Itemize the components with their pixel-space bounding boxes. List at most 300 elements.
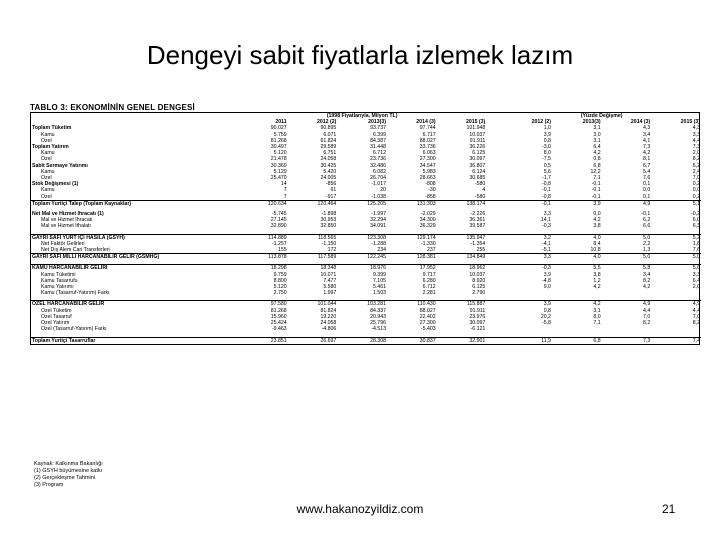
percent-cell: 3,4 [643, 131, 651, 138]
note-line: (3) Program [34, 482, 64, 488]
percent-cell: 0,1 [643, 181, 651, 188]
value-cell: 23.976 [469, 313, 486, 320]
percent-cell: 5,4 [643, 168, 651, 175]
percent-cell: 7,3 [692, 144, 700, 151]
percent-cell: 3,9 [502, 301, 552, 308]
value-cell: 118.565 [288, 234, 338, 241]
value-cell: 6.082 [372, 168, 386, 175]
value-cell: 30.425 [320, 162, 337, 169]
percent-cell: 8,2 [643, 320, 651, 327]
percent-cell: 4,9 [651, 301, 701, 308]
percent-cell: 6,3 [692, 223, 700, 230]
value-cell: 97.744 [419, 125, 436, 132]
economic-balance-table [30, 103, 700, 345]
table-frame [30, 112, 700, 345]
table-row [31, 247, 701, 254]
value-cell: -856 [325, 181, 337, 188]
table-row [31, 194, 701, 201]
value-cell: 103.281 [337, 301, 387, 308]
value-cell: 6.124 [472, 168, 486, 175]
value-cell: 10.037 [469, 271, 486, 278]
value-cell: 30.497 [270, 144, 287, 151]
percent-cell: -0,3 [502, 265, 552, 272]
footer-url: www.hakanozyildiz.com [296, 502, 424, 516]
value-cell: 20 [380, 187, 386, 194]
value-cell: 93.737 [370, 125, 386, 132]
value-cell: -9.463 [271, 326, 287, 333]
value-cell: 24.058 [320, 156, 337, 163]
value-cell: 172 [327, 247, 337, 254]
percent-cell: 3,3 [502, 254, 552, 261]
value-cell: 5.461 [372, 284, 386, 291]
percent-cell: 0,8 [543, 307, 551, 314]
percent-cell: 0,2 [692, 193, 700, 200]
value-cell: 61 [330, 187, 337, 194]
value-cell: 7.477 [323, 277, 337, 284]
percent-cell: -0,1 [591, 187, 601, 194]
value-cell: 4 [482, 187, 486, 194]
percent-cell: 4,3 [692, 125, 700, 132]
value-cell: 6.280 [422, 277, 436, 284]
value-cell: 5.759 [273, 131, 287, 138]
percent-cell: 6,2 [692, 162, 700, 169]
row-label: Kamu [41, 150, 55, 157]
table-row [31, 337, 701, 344]
value-cell: 39.587 [469, 223, 486, 230]
percent-cell: 4,2 [593, 150, 601, 157]
value-cell: 32.486 [370, 162, 386, 169]
year-header-right: 2012 (2) [531, 119, 551, 126]
value-cell: -4.513 [371, 326, 386, 333]
value-cell: 113.878 [238, 254, 288, 261]
row-label: Özel Tüketim [41, 307, 72, 314]
percent-cell: 4,4 [643, 307, 651, 314]
row-label: Toplam Yurtiçi Tasarruflar [31, 337, 238, 344]
value-cell: 5.120 [273, 284, 287, 291]
percent-cell: -0,8 [541, 181, 551, 188]
percent-cell: 2,2 [643, 240, 651, 247]
value-cell: 128.381 [387, 254, 437, 261]
value-cell: 5.129 [273, 168, 287, 175]
value-cell: 101.948 [466, 125, 486, 132]
percent-cell: 8,0 [543, 150, 551, 157]
value-cell: -808 [425, 181, 436, 188]
percent-cell: 9,0 [543, 284, 551, 291]
row-label: Mal ve Hizmet İthalatı [41, 223, 91, 230]
row-label: Özel [41, 137, 52, 144]
percent-cell: 3,4 [643, 271, 651, 278]
percent-cell: 11,9 [502, 337, 552, 344]
percent-cell: -0,1 [502, 200, 552, 207]
value-cell: 23.736 [370, 156, 386, 163]
percent-cell: 5,0 [651, 254, 701, 261]
percent-cell: 5,0 [602, 254, 652, 261]
value-cell: 9.399 [372, 271, 386, 278]
percent-cell: 7,1 [593, 175, 601, 182]
value-cell: -1.038 [371, 193, 386, 200]
table-row [31, 265, 701, 272]
value-cell: -4.806 [321, 326, 337, 333]
value-cell: 30.369 [270, 162, 287, 169]
percent-cell: 0,0 [593, 211, 601, 218]
value-cell: 30.097 [469, 156, 486, 163]
percent-cell: 5,2 [651, 234, 701, 241]
value-cell: 6.125 [472, 150, 486, 157]
percent-cell: 5,6 [651, 265, 701, 272]
percent-cell: 3,3 [543, 211, 551, 218]
percent-cell: -4,1 [541, 240, 551, 247]
value-cell: 138.174 [437, 200, 487, 207]
row-label: Toplam Tüketim [32, 125, 72, 132]
slide-title: Dengeyi sabit fiyatlarla izlemek lazım [146, 40, 574, 70]
percent-cell: 4,3 [643, 125, 651, 132]
percent-cell: 8,4 [593, 240, 601, 247]
value-cell: 25.424 [270, 320, 287, 327]
table-row [31, 301, 701, 308]
value-cell: 26.704 [370, 175, 386, 182]
percent-cell: 5,1 [651, 200, 701, 207]
value-cell: 10.071 [320, 271, 337, 278]
value-cell: 255 [476, 247, 486, 254]
percent-cell: 0,8 [593, 156, 601, 163]
value-cell: 5.120 [273, 150, 287, 157]
value-cell: 134.849 [437, 254, 487, 261]
value-cell: -858 [425, 193, 436, 200]
percent-cell: 3,0 [593, 131, 601, 138]
value-cell: 34.300 [419, 217, 436, 224]
year-header-right: 2015 (3) [680, 119, 700, 126]
value-cell: 20.943 [370, 313, 386, 320]
value-cell: 18.298 [238, 265, 288, 272]
percent-cell: -1,7 [541, 175, 551, 182]
page-number: 21 [662, 502, 676, 516]
value-cell: 1.503 [372, 290, 386, 297]
value-cell: 5.983 [422, 168, 436, 175]
percent-cell: 8,1 [643, 156, 651, 163]
value-cell: 120.634 [238, 200, 288, 207]
value-cell: 6.125 [472, 284, 486, 291]
value-cell: -1.150 [321, 240, 337, 247]
percent-cell: 5,6 [543, 168, 551, 175]
value-cell: 7 [283, 187, 287, 194]
percent-cell: 0,5 [543, 162, 551, 169]
percent-cell: 6,8 [593, 162, 601, 169]
percent-cell: -0,1 [591, 193, 601, 200]
value-cell: 34.091 [370, 223, 386, 230]
percent-cell: 7,6 [692, 247, 700, 254]
percent-cell: -5,1 [541, 247, 551, 254]
percent-cell: 7,6 [643, 175, 651, 182]
percent-cell: 7,3 [602, 337, 652, 344]
value-cell: -580 [474, 181, 486, 188]
percent-cell: 4,2 [643, 150, 651, 157]
percent-cell: -0,3 [541, 223, 551, 230]
value-cell: 30.097 [469, 320, 486, 327]
percent-cell: 4,4 [692, 137, 700, 144]
row-label: GAYRİ SAFİ MİLLİ HARCANABİLİR GELİR (GSMHG) [31, 254, 238, 261]
percent-cell: 1,0 [543, 125, 551, 132]
row-label: Özel (Tasarruf-Yatırım) Farkı [41, 326, 107, 333]
value-cell: 237 [426, 247, 436, 254]
percent-cell: 2,0 [692, 150, 700, 157]
percent-cell: 6,2 [643, 217, 651, 224]
year-header-left: 2015 (3) [465, 119, 486, 126]
row-label: Toplam Yatırım [32, 144, 69, 151]
percent-cell: 3,1 [593, 125, 601, 132]
row-label: Net Faktör Gelirleri [41, 240, 85, 247]
percent-cell: 3,9 [543, 131, 551, 138]
value-cell: 32.850 [320, 223, 337, 230]
year-header-left: 2013(3) [368, 119, 386, 126]
percent-cell: 6,4 [692, 277, 700, 284]
year-header-left: 2012 (2) [316, 119, 337, 126]
percent-cell: 3,8 [593, 223, 601, 230]
row-label: Sabit Sermaye Yatırımı [32, 162, 88, 169]
percent-cell: 3,1 [593, 137, 601, 144]
percent-cell: 4,9 [602, 200, 652, 207]
percent-cell: 4,2 [593, 284, 601, 291]
percent-cell: 7,0 [643, 313, 651, 320]
row-label: ÖZEL HARCANABİLİR GELİR [31, 301, 238, 308]
table-body [31, 113, 701, 344]
value-cell: -917 [325, 193, 337, 200]
value-cell: 88.027 [419, 307, 436, 314]
row-label: Kamu [41, 131, 55, 138]
percent-cell: 4,9 [602, 301, 652, 308]
percent-cell: 6,6 [643, 223, 651, 230]
percent-cell: 3,3 [692, 271, 700, 278]
value-cell: 81.268 [270, 307, 287, 314]
year-header-right: 2013(3) [582, 119, 601, 126]
value-cell: 27.145 [270, 217, 287, 224]
value-cell: 84.337 [370, 307, 386, 314]
percent-cell: 10,8 [590, 247, 601, 254]
row-label: Özel [41, 193, 52, 200]
percent-cell: 8,0 [593, 313, 601, 320]
percent-cell: 7,4 [651, 337, 701, 344]
row-label: Net Dış Alem Cari Transferleri [41, 247, 110, 254]
value-cell: 32.901 [437, 337, 487, 344]
value-cell: 97.580 [238, 301, 288, 308]
row-label: Stok Değişmesi (1) [32, 181, 79, 188]
value-cell: 23.851 [238, 337, 288, 344]
value-cell: 81.268 [270, 137, 287, 144]
percent-cell: 3,9 [543, 271, 551, 278]
value-cell: 6.751 [323, 150, 337, 157]
percent-cell: -0,2 [691, 211, 700, 218]
value-cell: 18.348 [288, 265, 338, 272]
value-cell: -1.997 [371, 211, 386, 218]
percent-cell: 7,3 [643, 144, 651, 151]
value-cell: 15.960 [270, 313, 287, 320]
percent-cell: 2,0 [692, 284, 700, 291]
year-header-right: 2014 (3) [630, 119, 651, 126]
row-label: GAYRİ SAFİ YURT İÇİ HASILA (GSYH) [31, 234, 238, 241]
value-cell: 2.790 [472, 290, 486, 297]
percent-cell: 12,2 [590, 168, 601, 175]
percent-cell: -7,5 [541, 156, 551, 163]
value-cell: -1.017 [371, 181, 386, 188]
value-cell: 2.281 [422, 290, 436, 297]
percent-cell: 6,8 [552, 337, 602, 344]
value-cell: 6.717 [422, 131, 436, 138]
percent-cell: -0,1 [641, 211, 651, 218]
percent-cell: 2,4 [692, 168, 700, 175]
note-line: (2) Gerçekleşme Tahmini [34, 475, 96, 481]
value-cell: 28.663 [419, 175, 436, 182]
value-cell: 91.911 [469, 307, 486, 314]
percent-cell: 3,8 [593, 271, 601, 278]
row-label: Özel [41, 156, 52, 163]
percent-cell: 5,5 [552, 265, 602, 272]
value-cell: 84.387 [370, 137, 386, 144]
table-row [31, 234, 701, 241]
percent-cell: 7,1 [593, 320, 601, 327]
value-cell: 234 [377, 247, 386, 254]
value-cell: 27.300 [419, 156, 436, 163]
value-cell: 8.920 [472, 277, 486, 284]
value-cell: 61.824 [320, 137, 337, 144]
value-cell: 22.402 [419, 313, 436, 320]
value-cell: 9.759 [273, 271, 287, 278]
value-cell: -5.403 [420, 326, 436, 333]
percent-cell: 20,2 [540, 313, 551, 320]
percent-cell: 8,2 [643, 277, 651, 284]
value-cell: 125.205 [337, 200, 387, 207]
percent-cell: 3,9 [552, 200, 602, 207]
value-cell: 5.580 [323, 284, 337, 291]
value-cell: 122.245 [337, 254, 387, 261]
value-cell: 6.399 [372, 131, 386, 138]
row-label: Kamu [41, 168, 55, 175]
value-cell: -1.354 [470, 240, 486, 247]
value-cell: 115.887 [437, 301, 487, 308]
percent-cell: 0,1 [643, 193, 651, 200]
percent-cell: 1,8 [692, 240, 700, 247]
year-header-left: 2014 (3) [416, 119, 436, 126]
value-cell: -2.029 [420, 211, 436, 218]
percent-cell: -3,0 [541, 144, 551, 151]
value-cell: 6.712 [372, 150, 386, 157]
percent-cell: 0,8 [543, 137, 551, 144]
value-cell: 14 [280, 181, 287, 188]
value-cell: 88.027 [419, 137, 436, 144]
year-header-left: 2011 [275, 119, 287, 126]
row-label: Kamu Tüketimi [41, 271, 76, 278]
value-cell: -2.226 [470, 211, 486, 218]
percent-cell: 4,2 [643, 284, 651, 291]
value-cell: 26.697 [288, 337, 338, 344]
row-label: KAMU HARCANABİLİR GELİRİ [31, 265, 238, 272]
group-right-header: (Yüzde Değişme) [580, 113, 623, 119]
percent-cell: 14,1 [540, 217, 551, 224]
value-cell: 6.712 [422, 284, 436, 291]
percent-cell: 0,0 [692, 187, 700, 194]
value-cell: 117.589 [288, 254, 338, 261]
row-label: Özel [41, 175, 52, 182]
percent-cell: 4,4 [692, 307, 700, 314]
percent-cell: 5,0 [602, 234, 652, 241]
value-cell: 25.470 [270, 175, 287, 182]
row-label: Kamu Yatırımı [41, 284, 74, 291]
percent-cell: 3,1 [593, 307, 601, 314]
value-cell: 29.589 [320, 144, 337, 151]
percent-cell: -0,8 [541, 193, 551, 200]
value-cell: 1.997 [323, 290, 337, 297]
row-label: Özel Tasarruf [41, 313, 72, 320]
value-cell: 7.105 [372, 277, 386, 284]
row-label: Özel Yatırım [41, 320, 70, 327]
percent-cell: 4,2 [593, 217, 601, 224]
value-cell: 90.027 [270, 125, 287, 132]
value-cell: 8.800 [273, 277, 287, 284]
percent-cell: -0,1 [541, 187, 551, 194]
value-cell: 10.037 [469, 131, 486, 138]
value-cell: 30.685 [469, 175, 486, 182]
value-cell: -1.898 [321, 211, 337, 218]
row-label: Kamu [41, 187, 55, 194]
row-label: Toplam Yurtiçi Talep (Toplam Kaynaklar) [31, 200, 238, 207]
percent-cell: -4,8 [541, 277, 551, 284]
percent-cell: 3,3 [692, 131, 700, 138]
value-cell: 135.947 [437, 234, 487, 241]
value-cell: 6.071 [323, 131, 337, 138]
percent-cell: 8,2 [692, 320, 700, 327]
value-cell: 18.962 [437, 265, 487, 272]
value-cell: 24.058 [320, 320, 337, 327]
percent-cell: 3,2 [502, 234, 552, 241]
value-cell: -580 [474, 193, 486, 200]
value-cell: 25.796 [370, 320, 386, 327]
note-line: Kaynak: Kalkınma Bakanlığı [34, 461, 103, 467]
value-cell: -6.121 [470, 326, 486, 333]
value-cell: 24.005 [320, 175, 337, 182]
row-label: Kamu Tasarrufu [41, 277, 78, 284]
percent-cell: 8,2 [692, 156, 700, 163]
value-cell: 110.430 [387, 301, 437, 308]
value-cell: 18.976 [337, 265, 387, 272]
value-cell: 91.911 [469, 137, 486, 144]
value-cell: 90.895 [320, 125, 337, 132]
value-cell: -1.288 [371, 240, 386, 247]
value-cell: 36.361 [469, 217, 486, 224]
value-cell: -5.745 [271, 211, 287, 218]
row-label: Kamu (Tasarruf-Yatırım) Farkı [41, 290, 110, 297]
value-cell: 129.174 [387, 234, 437, 241]
value-cell: -30 [428, 187, 436, 194]
percent-cell: 6,4 [593, 144, 601, 151]
value-cell: 114.889 [238, 234, 288, 241]
percent-cell: -5,8 [541, 320, 551, 327]
table-row [31, 254, 701, 261]
row-label: Net Mal ve Hizmet İhracatı (1) [32, 211, 104, 218]
percent-cell: 1,3 [643, 247, 651, 254]
percent-cell: 5,8 [602, 265, 652, 272]
percent-cell: -0,1 [591, 181, 601, 188]
value-cell: 155 [278, 247, 287, 254]
value-cell: 27.300 [419, 320, 436, 327]
value-cell: 120.464 [288, 200, 338, 207]
group-left-header: (1998 Fiyatlarıyla, Milyon TL) [326, 113, 398, 119]
value-cell: 2.750 [273, 290, 287, 297]
value-cell: 36.807 [469, 162, 486, 169]
percent-cell: 4,0 [552, 234, 602, 241]
value-cell: 36.329 [419, 223, 436, 230]
value-cell: 32.294 [370, 217, 386, 224]
value-cell: 30.953 [320, 217, 337, 224]
value-cell: 101.044 [288, 301, 338, 308]
value-cell: -1.330 [420, 240, 436, 247]
